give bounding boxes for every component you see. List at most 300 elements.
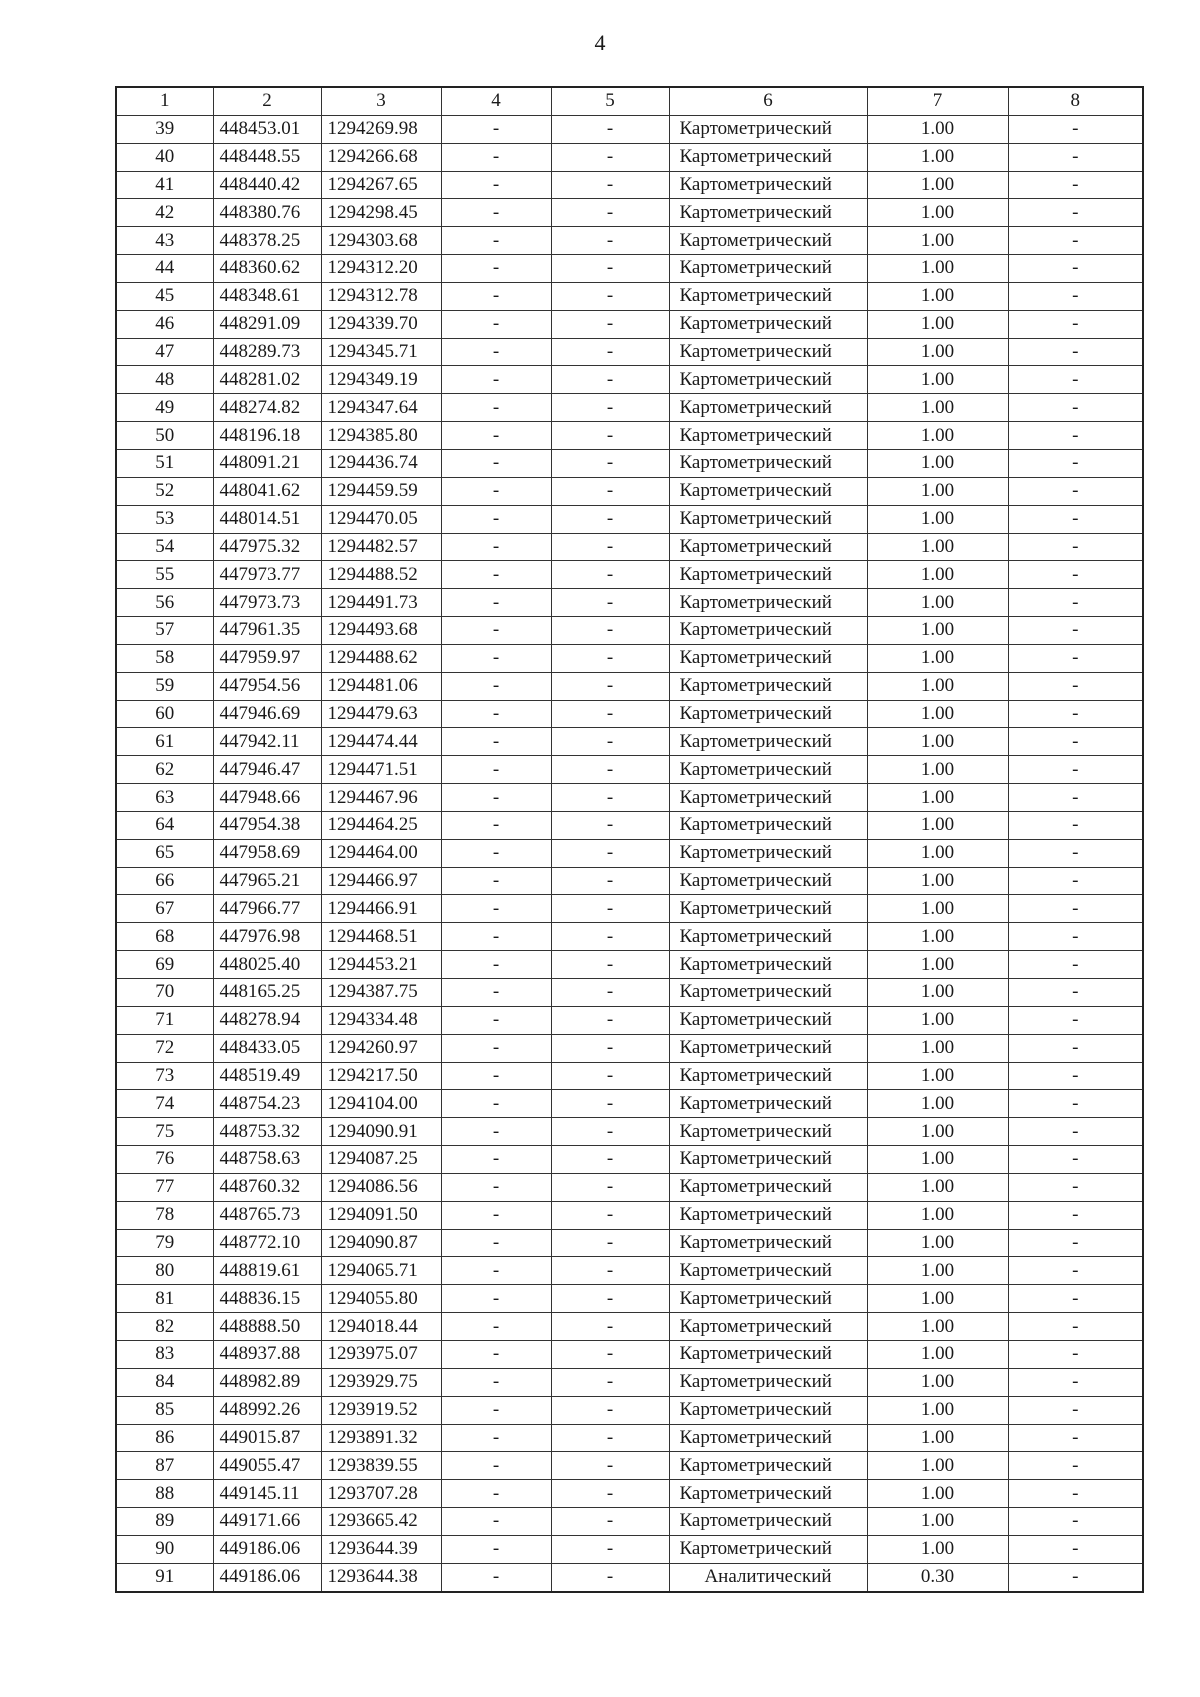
x-coordinate-cell: 448448.55 [213,143,321,171]
method-cell: Картометрический [669,1424,867,1452]
col4-cell: - [441,561,551,589]
method-cell: Картометрический [669,338,867,366]
col4-cell: - [441,728,551,756]
accuracy-cell: 1.00 [867,394,1008,422]
col5-cell: - [551,310,669,338]
col5-cell: - [551,1424,669,1452]
point-number-cell: 91 [116,1563,213,1591]
y-coordinate-cell: 1294488.52 [321,561,441,589]
col8-cell: - [1008,1034,1143,1062]
table-row [116,1062,1143,1090]
col4-cell: - [441,979,551,1007]
y-coordinate-cell: 1294312.78 [321,282,441,310]
col4-cell: - [441,422,551,450]
col5-cell: - [551,728,669,756]
table-row [116,143,1143,171]
x-coordinate-cell: 448165.25 [213,979,321,1007]
x-coordinate-cell: 448348.61 [213,282,321,310]
accuracy-cell: 1.00 [867,1118,1008,1146]
table-row [116,561,1143,589]
y-coordinate-cell: 1294464.00 [321,839,441,867]
col4-cell: - [441,310,551,338]
col8-cell: - [1008,1201,1143,1229]
accuracy-cell: 1.00 [867,533,1008,561]
col8-cell: - [1008,1424,1143,1452]
method-cell: Картометрический [669,366,867,394]
header-row [116,87,1143,115]
accuracy-cell: 1.00 [867,756,1008,784]
col8-cell: - [1008,338,1143,366]
accuracy-cell: 1.00 [867,255,1008,283]
point-number-cell: 44 [116,255,213,283]
col5-cell: - [551,505,669,533]
col5-cell: - [551,282,669,310]
y-coordinate-cell: 1294488.62 [321,644,441,672]
table-body [116,115,1143,1591]
method-cell: Картометрический [669,644,867,672]
accuracy-cell: 1.00 [867,617,1008,645]
table-row [116,923,1143,951]
point-number-cell: 86 [116,1424,213,1452]
column-header-3: 3 [321,87,441,115]
col8-cell: - [1008,839,1143,867]
col5-cell: - [551,1368,669,1396]
y-coordinate-cell: 1294090.91 [321,1118,441,1146]
col8-cell: - [1008,1396,1143,1424]
point-number-cell: 80 [116,1257,213,1285]
col8-cell: - [1008,199,1143,227]
col4-cell: - [441,1146,551,1174]
table-row [116,533,1143,561]
col8-cell: - [1008,1368,1143,1396]
accuracy-cell: 1.00 [867,561,1008,589]
accuracy-cell: 1.00 [867,589,1008,617]
method-cell: Картометрический [669,1340,867,1368]
table-row [116,1535,1143,1563]
y-coordinate-cell: 1294266.68 [321,143,441,171]
accuracy-cell: 1.00 [867,366,1008,394]
method-cell: Картометрический [669,1146,867,1174]
table-row [116,1173,1143,1201]
x-coordinate-cell: 448278.94 [213,1006,321,1034]
point-number-cell: 70 [116,979,213,1007]
col8-cell: - [1008,505,1143,533]
x-coordinate-cell: 448281.02 [213,366,321,394]
col4-cell: - [441,366,551,394]
table-row [116,282,1143,310]
x-coordinate-cell: 448992.26 [213,1396,321,1424]
col5-cell: - [551,199,669,227]
accuracy-cell: 1.00 [867,1034,1008,1062]
x-coordinate-cell: 448453.01 [213,115,321,143]
accuracy-cell: 1.00 [867,1062,1008,1090]
x-coordinate-cell: 447975.32 [213,533,321,561]
col8-cell: - [1008,1452,1143,1480]
col5-cell: - [551,1563,669,1591]
accuracy-cell: 1.00 [867,171,1008,199]
col5-cell: - [551,1480,669,1508]
accuracy-cell: 1.00 [867,477,1008,505]
x-coordinate-cell: 449015.87 [213,1424,321,1452]
accuracy-cell: 1.00 [867,1090,1008,1118]
col8-cell: - [1008,1006,1143,1034]
point-number-cell: 76 [116,1146,213,1174]
accuracy-cell: 1.00 [867,1229,1008,1257]
col4-cell: - [441,1368,551,1396]
x-coordinate-cell: 449055.47 [213,1452,321,1480]
x-coordinate-cell: 448772.10 [213,1229,321,1257]
y-coordinate-cell: 1294267.65 [321,171,441,199]
table-row [116,728,1143,756]
col5-cell: - [551,895,669,923]
col4-cell: - [441,449,551,477]
y-coordinate-cell: 1294086.56 [321,1173,441,1201]
x-coordinate-cell: 448937.88 [213,1340,321,1368]
col5-cell: - [551,951,669,979]
x-coordinate-cell: 447954.38 [213,811,321,839]
accuracy-cell: 1.00 [867,1508,1008,1536]
point-number-cell: 41 [116,171,213,199]
point-number-cell: 85 [116,1396,213,1424]
accuracy-cell: 1.00 [867,811,1008,839]
accuracy-cell: 1.00 [867,784,1008,812]
point-number-cell: 74 [116,1090,213,1118]
y-coordinate-cell: 1294091.50 [321,1201,441,1229]
point-number-cell: 75 [116,1118,213,1146]
x-coordinate-cell: 448289.73 [213,338,321,366]
x-coordinate-cell: 449186.06 [213,1563,321,1591]
col8-cell: - [1008,867,1143,895]
accuracy-cell: 1.00 [867,1006,1008,1034]
x-coordinate-cell: 448754.23 [213,1090,321,1118]
method-cell: Картометрический [669,589,867,617]
col4-cell: - [441,1508,551,1536]
x-coordinate-cell: 448888.50 [213,1313,321,1341]
method-cell: Картометрический [669,115,867,143]
x-coordinate-cell: 447948.66 [213,784,321,812]
y-coordinate-cell: 1294453.21 [321,951,441,979]
col5-cell: - [551,1201,669,1229]
table-row [116,644,1143,672]
y-coordinate-cell: 1294466.97 [321,867,441,895]
method-cell: Картометрический [669,867,867,895]
accuracy-cell: 1.00 [867,199,1008,227]
x-coordinate-cell: 448360.62 [213,255,321,283]
y-coordinate-cell: 1294090.87 [321,1229,441,1257]
method-cell: Картометрический [669,533,867,561]
col4-cell: - [441,895,551,923]
col4-cell: - [441,756,551,784]
page-number: 4 [594,30,606,55]
x-coordinate-cell: 447954.56 [213,672,321,700]
col4-cell: - [441,282,551,310]
method-cell: Картометрический [669,1452,867,1480]
col4-cell: - [441,811,551,839]
table-row [116,115,1143,143]
col4-cell: - [441,589,551,617]
col5-cell: - [551,422,669,450]
point-number-cell: 48 [116,366,213,394]
table-row [116,811,1143,839]
table-row [116,1508,1143,1536]
col5-cell: - [551,784,669,812]
point-number-cell: 59 [116,672,213,700]
col8-cell: - [1008,1118,1143,1146]
x-coordinate-cell: 448041.62 [213,477,321,505]
col8-cell: - [1008,756,1143,784]
y-coordinate-cell: 1293665.42 [321,1508,441,1536]
x-coordinate-cell: 447965.21 [213,867,321,895]
x-coordinate-cell: 447973.73 [213,589,321,617]
col5-cell: - [551,115,669,143]
method-cell: Картометрический [669,1229,867,1257]
column-header-6: 6 [669,87,867,115]
col4-cell: - [441,227,551,255]
table-row [116,422,1143,450]
col4-cell: - [441,951,551,979]
x-coordinate-cell: 447976.98 [213,923,321,951]
x-coordinate-cell: 448433.05 [213,1034,321,1062]
point-number-cell: 72 [116,1034,213,1062]
method-cell: Картометрический [669,1257,867,1285]
point-number-cell: 73 [116,1062,213,1090]
point-number-cell: 57 [116,617,213,645]
method-cell: Картометрический [669,1480,867,1508]
table-row [116,756,1143,784]
table-row [116,1396,1143,1424]
point-number-cell: 53 [116,505,213,533]
accuracy-cell: 1.00 [867,1396,1008,1424]
point-number-cell: 56 [116,589,213,617]
y-coordinate-cell: 1293644.39 [321,1535,441,1563]
col4-cell: - [441,143,551,171]
col4-cell: - [441,1563,551,1591]
y-coordinate-cell: 1294482.57 [321,533,441,561]
col8-cell: - [1008,1146,1143,1174]
method-cell: Картометрический [669,756,867,784]
col8-cell: - [1008,895,1143,923]
accuracy-cell: 1.00 [867,1257,1008,1285]
col5-cell: - [551,366,669,394]
accuracy-cell: 1.00 [867,1285,1008,1313]
col5-cell: - [551,1118,669,1146]
x-coordinate-cell: 448982.89 [213,1368,321,1396]
col8-cell: - [1008,1173,1143,1201]
point-number-cell: 90 [116,1535,213,1563]
accuracy-cell: 1.00 [867,282,1008,310]
accuracy-cell: 1.00 [867,644,1008,672]
col8-cell: - [1008,561,1143,589]
x-coordinate-cell: 448836.15 [213,1285,321,1313]
accuracy-cell: 1.00 [867,1340,1008,1368]
point-number-cell: 79 [116,1229,213,1257]
accuracy-cell: 1.00 [867,227,1008,255]
table-row [116,1424,1143,1452]
method-cell: Картометрический [669,394,867,422]
x-coordinate-cell: 448378.25 [213,227,321,255]
table-row [116,1563,1143,1591]
col4-cell: - [441,839,551,867]
y-coordinate-cell: 1293919.52 [321,1396,441,1424]
method-cell: Картометрический [669,1006,867,1034]
x-coordinate-cell: 448091.21 [213,449,321,477]
x-coordinate-cell: 447946.47 [213,756,321,784]
table-row [116,394,1143,422]
col4-cell: - [441,1090,551,1118]
table-row [116,477,1143,505]
col8-cell: - [1008,1563,1143,1591]
col4-cell: - [441,1480,551,1508]
col8-cell: - [1008,923,1143,951]
y-coordinate-cell: 1293975.07 [321,1340,441,1368]
y-coordinate-cell: 1294339.70 [321,310,441,338]
col4-cell: - [441,867,551,895]
x-coordinate-cell: 448758.63 [213,1146,321,1174]
accuracy-cell: 1.00 [867,449,1008,477]
table-row [116,1006,1143,1034]
accuracy-cell: 1.00 [867,1201,1008,1229]
method-cell: Картометрический [669,1173,867,1201]
point-number-cell: 64 [116,811,213,839]
table-row [116,1480,1143,1508]
y-coordinate-cell: 1294349.19 [321,366,441,394]
point-number-cell: 58 [116,644,213,672]
accuracy-cell: 1.00 [867,951,1008,979]
point-number-cell: 45 [116,282,213,310]
col4-cell: - [441,1535,551,1563]
col4-cell: - [441,1006,551,1034]
col4-cell: - [441,1034,551,1062]
point-number-cell: 49 [116,394,213,422]
table-row [116,1285,1143,1313]
method-cell: Картометрический [669,951,867,979]
col4-cell: - [441,644,551,672]
col8-cell: - [1008,115,1143,143]
col8-cell: - [1008,171,1143,199]
point-number-cell: 52 [116,477,213,505]
y-coordinate-cell: 1294481.06 [321,672,441,700]
col5-cell: - [551,1508,669,1536]
point-number-cell: 65 [116,839,213,867]
method-cell: Картометрический [669,1396,867,1424]
y-coordinate-cell: 1294468.51 [321,923,441,951]
col4-cell: - [441,255,551,283]
method-cell: Картометрический [669,561,867,589]
col4-cell: - [441,1118,551,1146]
col4-cell: - [441,1173,551,1201]
col4-cell: - [441,700,551,728]
table-row [116,227,1143,255]
col8-cell: - [1008,1508,1143,1536]
accuracy-cell: 1.00 [867,1173,1008,1201]
col5-cell: - [551,923,669,951]
x-coordinate-cell: 447946.69 [213,700,321,728]
point-number-cell: 55 [116,561,213,589]
point-number-cell: 50 [116,422,213,450]
method-cell: Картометрический [669,839,867,867]
y-coordinate-cell: 1294055.80 [321,1285,441,1313]
accuracy-cell: 1.00 [867,1535,1008,1563]
y-coordinate-cell: 1294436.74 [321,449,441,477]
method-cell: Картометрический [669,1285,867,1313]
table-row [116,617,1143,645]
accuracy-cell: 0.30 [867,1563,1008,1591]
col4-cell: - [441,338,551,366]
table-row [116,1118,1143,1146]
x-coordinate-cell: 448440.42 [213,171,321,199]
table-row [116,589,1143,617]
col5-cell: - [551,811,669,839]
col5-cell: - [551,1173,669,1201]
x-coordinate-cell: 448819.61 [213,1257,321,1285]
x-coordinate-cell: 447959.97 [213,644,321,672]
col5-cell: - [551,1090,669,1118]
point-number-cell: 60 [116,700,213,728]
col5-cell: - [551,1257,669,1285]
col8-cell: - [1008,1340,1143,1368]
x-coordinate-cell: 447973.77 [213,561,321,589]
method-cell: Картометрический [669,895,867,923]
accuracy-cell: 1.00 [867,115,1008,143]
table-row [116,1201,1143,1229]
method-cell: Аналитический [669,1563,867,1591]
table-row [116,338,1143,366]
table-row [116,449,1143,477]
y-coordinate-cell: 1293839.55 [321,1452,441,1480]
point-number-cell: 67 [116,895,213,923]
col8-cell: - [1008,1535,1143,1563]
col5-cell: - [551,394,669,422]
table-row [116,171,1143,199]
method-cell: Картометрический [669,143,867,171]
point-number-cell: 78 [116,1201,213,1229]
col4-cell: - [441,171,551,199]
method-cell: Картометрический [669,171,867,199]
col8-cell: - [1008,617,1143,645]
table-row [116,672,1143,700]
column-header-7: 7 [867,87,1008,115]
point-number-cell: 62 [116,756,213,784]
y-coordinate-cell: 1294217.50 [321,1062,441,1090]
col8-cell: - [1008,1090,1143,1118]
col4-cell: - [441,477,551,505]
table-row [116,310,1143,338]
column-header-2: 2 [213,87,321,115]
column-header-1: 1 [116,87,213,115]
y-coordinate-cell: 1294298.45 [321,199,441,227]
x-coordinate-cell: 448760.32 [213,1173,321,1201]
y-coordinate-cell: 1294065.71 [321,1257,441,1285]
col4-cell: - [441,1062,551,1090]
y-coordinate-cell: 1294345.71 [321,338,441,366]
col8-cell: - [1008,422,1143,450]
method-cell: Картометрический [669,1034,867,1062]
accuracy-cell: 1.00 [867,1368,1008,1396]
col8-cell: - [1008,1257,1143,1285]
accuracy-cell: 1.00 [867,505,1008,533]
method-cell: Картометрический [669,422,867,450]
x-coordinate-cell: 449145.11 [213,1480,321,1508]
y-coordinate-cell: 1294479.63 [321,700,441,728]
x-coordinate-cell: 447958.69 [213,839,321,867]
col4-cell: - [441,1340,551,1368]
y-coordinate-cell: 1294347.64 [321,394,441,422]
y-coordinate-cell: 1294464.25 [321,811,441,839]
accuracy-cell: 1.00 [867,923,1008,951]
point-number-cell: 61 [116,728,213,756]
method-cell: Картометрический [669,477,867,505]
y-coordinate-cell: 1294387.75 [321,979,441,1007]
